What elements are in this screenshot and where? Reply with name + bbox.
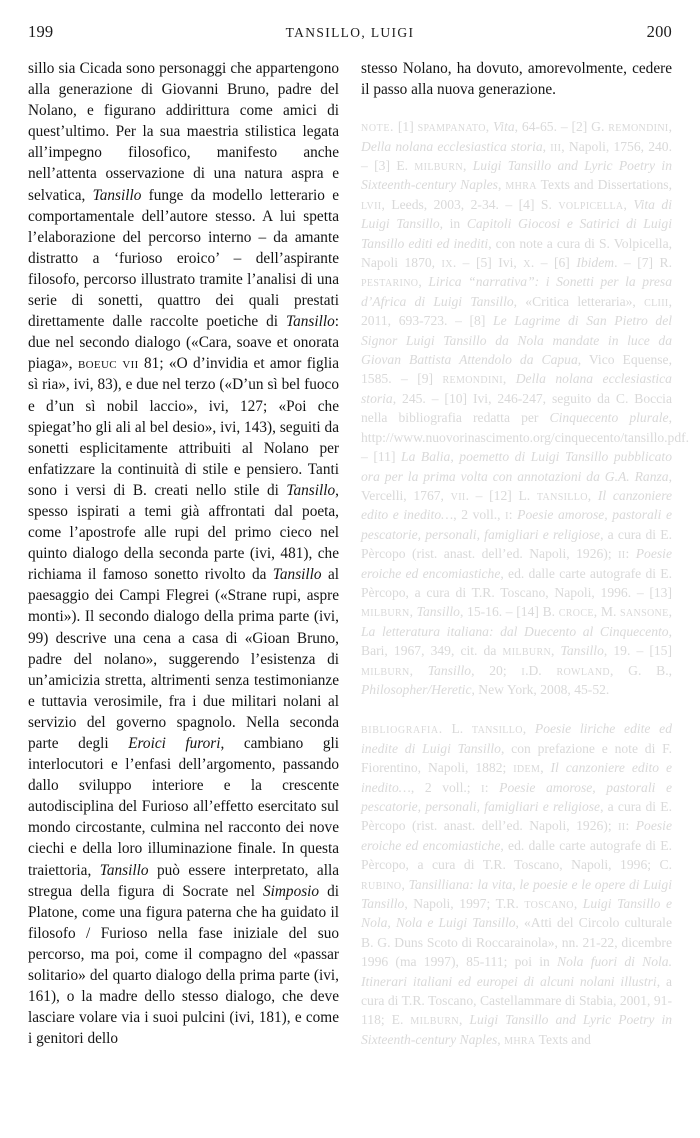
folio-left: 199 [28,22,54,41]
two-column-layout [28,58,690,1118]
column-right [361,58,690,1118]
notes-text: [1] spampanato, Vita, 64-65. – [2] G. remondini, Della nolana ecclesiastica storia, iii, Napoli, 1756, 240. – [3] E. milburn, Luigi Tansillo and Lyric Poetry in Sixteenth-century Naples, mhra Texts and Dissertations, lvii, Leeds, 2003, 2-34. – [4] S. volpicella, Vita di Luigi Tansillo, in Capitoli Giocosi e Satirici di Luigi Tansillo editi ed inediti, con note a cura di S. Volpicella, Napoli 1870, ix. – [5] Ivi, x. – [6] Ibidem. – [7] R. pestarino, Lirica “narrativa”: i Sonetti per la presa d’Africa di Luigi Tansillo, «Critica letteraria», cliii, 2011, 693-723. – [8] Le Lagrime di San Pietro del Signor Luigi Tansillo da Nola mandate in luce da Giovan Battista Attendolo da Capua, Vico Equense, 1585. – [9] remondini, Della nolana ecclesiastica storia, 245. – [10] Ivi, 246-247, seguito da C. Boccia nella bibliografia redatta per Cinquecento plurale, http://www.nuovorinascimento.org/cinquecento/tansillo.pdf. – [11] La Balia, poemetto di Luigi Tansillo pubblicato ora per la prima volta con annotazioni da G.A. Ranza, Vercelli, 1767, vii. – [12] L. tansillo, Il canzoniere edito e inedito…, 2 voll., i: Poesie amorose, pastorali e pescatorie, personali, famigliari e religiose, a cura di E. Pèrcopo (rist. anast. dell’ed. Napoli, 1926); ii: Poesie eroiche ed encomiastiche, ed. dalle carte autografe di E. Pèrcopo, a cura di T.R. Toscano, Napoli, 1996. – [13] milburn, Tansillo, 15-16. – [14] B. croce, M. sansone, La letteratura italiana: dal Duecento al Cinquecento, Bari, 1967, 349, cit. da milburn, Tansillo, 19. – [15] milburn, Tansillo, 20; i.D. rowland, G. B., Philosopher/Heretic, New York, 2008, 45-52. [361,119,690,697]
bibliography-label: bibliografia. [361,721,443,737]
body-paragraph-right: stesso Nolano, ha dovuto, amorevolmente, cedere il passo alla nuova generazione. [361,60,672,99]
bibliography-text: L. tansillo, Poesie liriche edite ed inedite di Luigi Tansillo, con prefazione e note di F. Fiorentino, Napoli, 1882; idem, Il canzoniere edito e inedito…, 2 voll.; i: Poesie amorose, pastorali e pescatorie, personali, famigliari e religiose, a cura di E. Pèrcopo (rist. anast. dell’ed. Napoli, 1926); ii: Poesie eroiche ed encomiastiche, ed. dalle carte autografe di E. Pèrcopo, a cura di T.R. Toscano, Napoli, 1996; C. rubino, Tansilliana: la vita, le poesie e le opere di Luigi Tansillo, Napoli, 1997; T.R. toscano, Luigi Tansillo e Nola, Nola e Luigi Tansillo, «Atti del Circolo culturale B. G. Duns Scoto di Roccarainola», nn. 21-22, dicembre 1996 (ma 1997), 85-111; poi in Nola fuori di Nola. Itinerari italiani ed europei di alcuni nolani illustri, a cura di T.R. Toscano, Castellammare di Stabia, 2001, 91-118; E. milburn, Luigi Tansillo and Lyric Poetry in Sixteenth-century Naples, mhra Texts and [361,721,673,1047]
notes-block [361,117,690,699]
bibliography-block [361,719,672,1049]
page-title: TANSILLO, LUIGI [285,25,415,40]
column-left [28,58,339,1118]
running-header [28,22,672,44]
body-paragraph-left: sillo sia Cicada sono personaggi che appartengono alla generazione di Giovanni Bruno, padre del Nolano, e figurano addirittura come amici di quest’ultimo. Per la sua maestria stilistica legata all’impegno filosofico, manifesto anche nell’attenta osservazione di una natura aspra e selvatica, Tansillo funge da modello letterario e comportamentale dell’autore stesso. A lui spetta l’elaborazione del percorso interno – da amante distratto a ‘furioso eroico’ – dell’aspirante filosofo, percorso illustrato tramite l’analisi di una serie di sonetti, quattro dei quali prestati direttamente dalle raccolte poetiche di Tansillo: due nel secondo dialogo («Cara, soave et onorata piaga», boeuc vii 81; «O d’invidia et amor figlia sì ria», ivi, 83), e due nel terzo («D’un sì bel fuoco e d’un sì nobil laccio», ivi, 127; «Poi che spiegat’ho gli ali al bel desio», ivi, 143), seguiti da sonetti esplicitamente attribuiti al Nolano per enfatizzare la continuità di stile e pensiero. Tanti sono i versi di B. creati nello stile di Tansillo, spesso ispirati a temi già affrontati dal poeta, come l’apostrofe alle rupi del primo cieco nel quinto dialogo della seconda parte (ivi, 481), che richiama il famoso sonetto rivolto da Tansillo al paesaggio dei Campi Flegrei («Strane rupi, aspre monti»). Il secondo dialogo della prima parte (ivi, 99) descrive una cena a casa di «Gioan Bruno, padre del nolano», suggerendo l’esistenza di un’amicizia stretta, altrimenti senza testimonianze e tuttavia verosimile, fra i due militari nolani al servizio del governo spagnolo. Nella seconda parte degli Eroici furori, cambiano gli interlocutori e l’enfasi dell’argomento, passando dallo sviluppo interiore e la crescente autodisciplina del Furioso all’effetto esercitato sul mondo circostante, culmina nel racconto dei nove ciechi e della loro illuminazione finale. In questa traiettoria, Tansillo può essere interpretato, alla stregua della figura di Socrate nel Simposio di Platone, come una figura paterna che ha guidato il filosofo / Furioso nella fase iniziale del suo percorso, ma poi, come il compagno del «passar solitario» del quarto dialogo della prima parte (ivi, 161), o la madre dello stesso dialogo, che deve lasciare volare via i suoi pulcini (ivi, 181), e come i genitori dello [28,60,340,1048]
notes-label: note. [361,119,395,135]
folio-right: 200 [646,22,672,41]
